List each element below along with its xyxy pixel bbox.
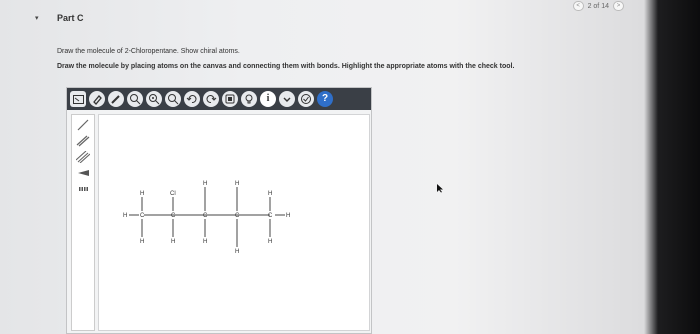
editor-toolbar (67, 88, 371, 110)
eraser-icon[interactable] (89, 91, 105, 107)
atom-hydrogen: H (268, 191, 273, 197)
drawing-canvas[interactable] (98, 114, 370, 331)
atom-hydrogen: H (140, 191, 145, 197)
question-nav (573, 1, 624, 11)
zoom-fit-icon[interactable] (146, 91, 162, 107)
question-text: Draw the molecule of 2-Chloropentane. Show chiral atoms. (57, 48, 240, 55)
zoom-in-icon[interactable] (127, 91, 143, 107)
redo-icon[interactable] (203, 91, 219, 107)
atom-hydrogen: H (171, 239, 176, 245)
atom-hydrogen: H (203, 239, 208, 245)
molecule-structure (99, 115, 369, 330)
wedge-bond-tool[interactable] (74, 167, 92, 179)
help-icon[interactable]: ? (317, 91, 333, 107)
mouse-cursor-icon (436, 183, 444, 193)
atom-carbon-2: C (171, 213, 176, 219)
atom-carbon-4: C (235, 213, 240, 219)
instruction-text: Draw the molecule by placing atoms on the canvas and connecting them with bonds. Highlight the appropriate atoms with the check tool. (57, 63, 515, 70)
bond-toolbar (71, 114, 95, 331)
select-icon[interactable] (70, 91, 86, 107)
single-bond-tool[interactable] (74, 119, 92, 131)
chevron-left-icon[interactable]: < (573, 1, 584, 11)
zoom-out-icon[interactable] (165, 91, 181, 107)
lightbulb-icon[interactable] (241, 91, 257, 107)
info-icon[interactable]: i (260, 91, 276, 107)
chevron-down-icon[interactable] (279, 91, 295, 107)
part-title: Part C (57, 13, 84, 23)
undo-icon[interactable] (184, 91, 200, 107)
atom-carbon-5: C (268, 213, 273, 219)
atom-carbon-3: C (203, 213, 208, 219)
checkmark-icon[interactable] (298, 91, 314, 107)
atom-carbon-1: C (140, 213, 145, 219)
atom-chlorine: Cl (170, 191, 176, 197)
question-counter: 2 of 14 (587, 2, 609, 10)
collapse-arrow-icon[interactable]: ▾ (35, 15, 39, 22)
atom-hydrogen: H (235, 181, 240, 187)
atom-hydrogen: H (203, 181, 208, 187)
triple-bond-tool[interactable] (74, 151, 92, 163)
atom-hydrogen: H (123, 213, 128, 219)
molecule-editor (66, 87, 372, 334)
templates-icon[interactable] (222, 91, 238, 107)
chevron-right-icon[interactable]: > (613, 1, 624, 11)
atom-hydrogen: H (140, 239, 145, 245)
atom-hydrogen: H (286, 213, 291, 219)
pencil-icon[interactable] (108, 91, 124, 107)
dash-bond-tool[interactable] (74, 183, 92, 195)
atom-hydrogen: H (235, 249, 240, 255)
double-bond-tool[interactable] (74, 135, 92, 147)
atom-hydrogen: H (268, 239, 273, 245)
